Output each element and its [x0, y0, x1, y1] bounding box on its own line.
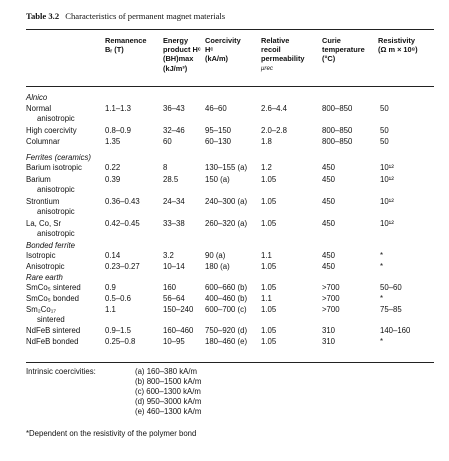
- cell-material: La, Co, Sr: [26, 219, 62, 228]
- intrinsic-coercivity-a: (a) 160–380 kA/m: [135, 367, 197, 376]
- cell-material-continued: anisotropic: [37, 114, 75, 123]
- intrinsic-coercivity-d: (d) 950–3000 kA/m: [135, 397, 202, 406]
- cell-remanence: 1.1: [105, 305, 116, 314]
- cell-recoil-permeability: 1.1: [261, 294, 272, 303]
- cell-energy-product: 8: [163, 163, 168, 172]
- cell-coercivity: 600–660 (b): [205, 283, 248, 292]
- bottom-rule: [26, 362, 434, 363]
- cell-material-continued: sintered: [37, 315, 65, 324]
- cell-remanence: 0.8–0.9: [105, 126, 132, 135]
- cell-recoil-permeability: 1.05: [261, 283, 277, 292]
- cell-curie-temperature: 450: [322, 163, 336, 172]
- cell-energy-product: 10–14: [163, 262, 185, 271]
- header-rule: [26, 86, 434, 87]
- cell-resistivity: *: [380, 337, 384, 346]
- cell-curie-temperature: 310: [322, 337, 336, 346]
- cell-remanence: 0.23–0.27: [105, 262, 140, 271]
- cell-resistivity: 10¹²: [380, 197, 394, 206]
- cell-remanence: 0.9–1.5: [105, 326, 132, 335]
- footnote: *Dependent on the resistivity of the polymer bond: [26, 429, 197, 438]
- cell-resistivity: 75–85: [380, 305, 402, 314]
- cell-recoil-permeability: 1.05: [261, 262, 277, 271]
- cell-coercivity: 240–300 (a): [205, 197, 248, 206]
- cell-material: Sm₂Co₁₇: [26, 305, 56, 314]
- cell-material: Anisotropic: [26, 262, 65, 271]
- section-heading: Alnico: [26, 93, 48, 102]
- cell-remanence: 0.9: [105, 283, 116, 292]
- cell-resistivity: 50: [380, 137, 389, 146]
- cell-remanence: 0.22: [105, 163, 121, 172]
- cell-energy-product: 3.2: [163, 251, 174, 260]
- cell-energy-product: 56–64: [163, 294, 185, 303]
- cell-material: Strontium: [26, 197, 60, 206]
- caption-text: Characteristics of permanent magnet materials: [65, 11, 226, 21]
- cell-curie-temperature: 800–850: [322, 126, 353, 135]
- cell-recoil-permeability: 1.05: [261, 337, 277, 346]
- cell-recoil-permeability: 1.1: [261, 251, 272, 260]
- cell-resistivity: *: [380, 262, 384, 271]
- cell-recoil-permeability: 1.05: [261, 175, 277, 184]
- cell-coercivity: 400–460 (b): [205, 294, 248, 303]
- header-remanence: Remanence Bᵣ (T): [105, 36, 147, 55]
- cell-curie-temperature: 450: [322, 251, 336, 260]
- cell-curie-temperature: 800–850: [322, 137, 353, 146]
- top-rule: [26, 29, 434, 30]
- intrinsic-coercivity-c: (c) 600–1300 kA/m: [135, 387, 201, 396]
- cell-remanence: 1.1–1.3: [105, 104, 132, 113]
- cell-coercivity: 46–60: [205, 104, 227, 113]
- cell-recoil-permeability: 1.05: [261, 197, 277, 206]
- cell-coercivity: 600–700 (c): [205, 305, 247, 314]
- section-heading: Bonded ferrite: [26, 241, 75, 250]
- cell-material: Columnar: [26, 137, 60, 146]
- cell-remanence: 0.5–0.6: [105, 294, 132, 303]
- cell-resistivity: 10¹²: [380, 175, 394, 184]
- header-coercivity: Coercivity Hᶜ (kA/m): [205, 36, 241, 64]
- cell-resistivity: 10¹²: [380, 163, 394, 172]
- cell-material: Normal: [26, 104, 52, 113]
- header-curie-temperature: Curie temperature (°C): [322, 36, 365, 64]
- cell-coercivity: 750–920 (d): [205, 326, 248, 335]
- cell-recoil-permeability: 1.05: [261, 326, 277, 335]
- cell-energy-product: 33–38: [163, 219, 185, 228]
- cell-energy-product: 28.5: [163, 175, 179, 184]
- cell-curie-temperature: >700: [322, 294, 340, 303]
- cell-material: SmCo₅ bonded: [26, 294, 79, 303]
- cell-recoil-permeability: 2.6–4.4: [261, 104, 288, 113]
- header-resistivity: Resistivity (Ω m × 10⁸): [378, 36, 418, 55]
- cell-resistivity: 50: [380, 126, 389, 135]
- cell-coercivity: 60–130: [205, 137, 232, 146]
- cell-coercivity: 95–150: [205, 126, 232, 135]
- cell-remanence: 1.35: [105, 137, 121, 146]
- cell-material: SmCo₅ sintered: [26, 283, 81, 292]
- cell-energy-product: 36–43: [163, 104, 185, 113]
- header-recoil-permeability: Relative recoil permeability μrec: [261, 36, 305, 72]
- cell-remanence: 0.42–0.45: [105, 219, 140, 228]
- cell-resistivity: 140–160: [380, 326, 411, 335]
- cell-energy-product: 60: [163, 137, 172, 146]
- cell-curie-temperature: 450: [322, 197, 336, 206]
- cell-material-continued: anisotropic: [37, 185, 75, 194]
- cell-coercivity: 150 (a): [205, 175, 230, 184]
- cell-remanence: 0.25–0.8: [105, 337, 136, 346]
- section-heading: Ferrites (ceramics): [26, 153, 91, 162]
- cell-curie-temperature: >700: [322, 283, 340, 292]
- section-heading: Rare earth: [26, 273, 63, 282]
- header-energy-product: Energy product Hᶜ (BH)max (kJ/m³): [163, 36, 201, 73]
- cell-recoil-permeability: 2.0–2.8: [261, 126, 288, 135]
- cell-curie-temperature: 450: [322, 262, 336, 271]
- cell-coercivity: 90 (a): [205, 251, 226, 260]
- cell-coercivity: 180–460 (e): [205, 337, 248, 346]
- intrinsic-coercivity-b: (b) 800–1500 kA/m: [135, 377, 202, 386]
- cell-coercivity: 130–155 (a): [205, 163, 248, 172]
- cell-energy-product: 150–240: [163, 305, 194, 314]
- cell-curie-temperature: 450: [322, 219, 336, 228]
- cell-material: NdFeB bonded: [26, 337, 79, 346]
- cell-material-continued: anisotropic: [37, 229, 75, 238]
- cell-recoil-permeability: 1.05: [261, 305, 277, 314]
- cell-remanence: 0.39: [105, 175, 121, 184]
- cell-energy-product: 160–460: [163, 326, 194, 335]
- cell-remanence: 0.14: [105, 251, 121, 260]
- cell-resistivity: 50–60: [380, 283, 402, 292]
- cell-material: Isotropic: [26, 251, 56, 260]
- caption-number: Table 3.2: [26, 11, 60, 21]
- intrinsic-coercivity-e: (e) 460–1300 kA/m: [135, 407, 202, 416]
- cell-curie-temperature: 450: [322, 175, 336, 184]
- intrinsic-coercivities-label: Intrinsic coercivities:: [26, 367, 96, 376]
- cell-resistivity: *: [380, 251, 384, 260]
- cell-coercivity: 180 (a): [205, 262, 230, 271]
- cell-energy-product: 160: [163, 283, 177, 292]
- cell-resistivity: 10¹²: [380, 219, 394, 228]
- cell-energy-product: 32–46: [163, 126, 185, 135]
- cell-coercivity: 260–320 (a): [205, 219, 248, 228]
- cell-material: High coercivity: [26, 126, 77, 135]
- cell-energy-product: 10–95: [163, 337, 185, 346]
- cell-material: Barium: [26, 175, 51, 184]
- cell-material: NdFeB sintered: [26, 326, 81, 335]
- cell-material-continued: anisotropic: [37, 207, 75, 216]
- cell-resistivity: 50: [380, 104, 389, 113]
- cell-curie-temperature: 310: [322, 326, 336, 335]
- cell-recoil-permeability: 1.05: [261, 219, 277, 228]
- cell-recoil-permeability: 1.2: [261, 163, 272, 172]
- cell-remanence: 0.36–0.43: [105, 197, 140, 206]
- cell-energy-product: 24–34: [163, 197, 185, 206]
- cell-recoil-permeability: 1.8: [261, 137, 272, 146]
- table-caption: [26, 11, 225, 21]
- cell-curie-temperature: >700: [322, 305, 340, 314]
- cell-material: Barium isotropic: [26, 163, 82, 172]
- cell-resistivity: *: [380, 294, 384, 303]
- cell-curie-temperature: 800–850: [322, 104, 353, 113]
